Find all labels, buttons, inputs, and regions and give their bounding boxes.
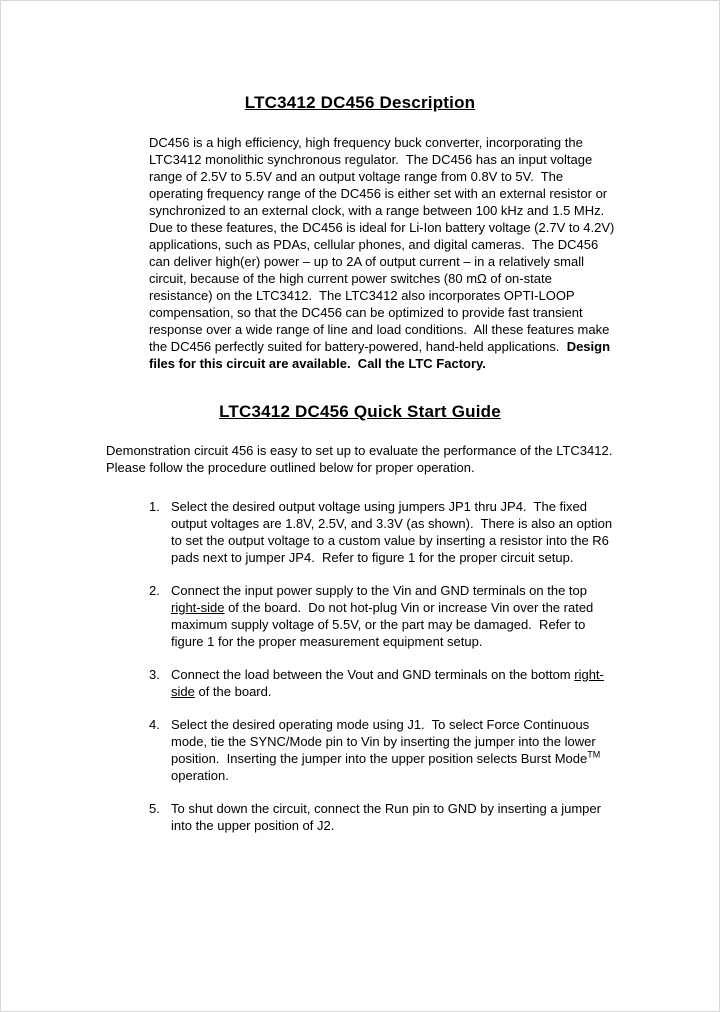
quick-start-step-list [149, 498, 719, 834]
step-segment: of the board. [194, 684, 272, 699]
step-segment-superscript: TM [587, 749, 601, 760]
quick-start-step-1 [149, 498, 719, 566]
step-segment: Connect the input power supply to the Vin and GND terminals on the top [171, 583, 591, 598]
step-text [171, 716, 619, 784]
step-text [171, 498, 619, 566]
step-number: 1. [149, 499, 160, 514]
description-body-text: DC456 is a high efficiency, high frequency buck converter, incorporating the LTC3412 monolithic synchronous regulator. The DC456 has an input voltage range of 2.5V to 5.5V and an output voltage range from 0.8V to 5V. The operating frequency range of the DC456 is either set with an external resistor or synchronized to an external clock, with a range between 100 kHz and 1.5 MHz. Due to these features, the DC456 is ideal for Li-Ion battery voltage (2.7V to 4.2V) applications, such as PDAs, cellular phones, and digital cameras. The DC456 can deliver high(er) power – up to 2A of output current – in a relatively small circuit, because of the high current power switches (80 mΩ of on-state resistance) on the LTC3412. The LTC3412 also incorporates OPTI-LOOP compensation, so that the DC456 can be optimized to provide fast transient response over a wide range of line and load conditions. All these features make the DC456 perfectly suited for battery-powered, hand-held applications. [149, 135, 618, 354]
step-segment: Select the desired operating mode using J1. To select Force Continuous mode, tie the SYNC/Mode pin to Vin by inserting the jumper into the lower position. Inserting the jumper into the upper position selects Burst Mode [171, 717, 600, 766]
quick-start-intro: Demonstration circuit 456 is easy to set up to evaluate the performance of the LTC3412. Please follow the procedure outlined below for proper operation. [106, 443, 616, 475]
step-text [171, 582, 619, 650]
step-segment-underlined: right-side [171, 600, 225, 615]
quick-start-step-2 [149, 582, 719, 650]
step-number: 3. [149, 667, 160, 682]
step-segment: Connect the load between the Vout and GND terminals on the bottom [171, 667, 575, 682]
step-segment-underlined: right-side [171, 667, 604, 699]
quick-start-title: LTC3412 DC456 Quick Start Guide [219, 402, 501, 421]
step-number: 5. [149, 801, 160, 816]
step-number: 4. [149, 717, 160, 732]
quick-start-step-3 [149, 666, 719, 700]
step-segment: of the board. Do not hot-plug Vin or increase Vin over the rated maximum supply voltage of 5.5V, or the part may be damaged. Refer to figure 1 for the proper measurement equipment setup. [171, 600, 597, 649]
description-paragraph [149, 134, 618, 372]
step-text [171, 666, 619, 700]
step-segment: Select the desired output voltage using jumpers JP1 thru JP4. The fixed output voltages are 1.8V, 2.5V, and 3.3V (as shown). There is also an option to set the output voltage to a custom value by inserting a resistor into the R6 pads next to jumper JP4. Refer to figure 1 for the proper circuit setup. [171, 499, 616, 565]
description-body-bold-text: Design files for this circuit are available. Call the LTC Factory. [149, 339, 614, 371]
step-text [171, 800, 619, 834]
step-number: 2. [149, 583, 160, 598]
step-segment: To shut down the circuit, connect the Run pin to GND by inserting a jumper into the upper position of J2. [171, 801, 605, 833]
step-segment: operation. [171, 751, 604, 783]
quick-start-step-4 [149, 716, 719, 784]
quick-start-step-5 [149, 800, 719, 834]
description-title: LTC3412 DC456 Description [244, 93, 476, 112]
